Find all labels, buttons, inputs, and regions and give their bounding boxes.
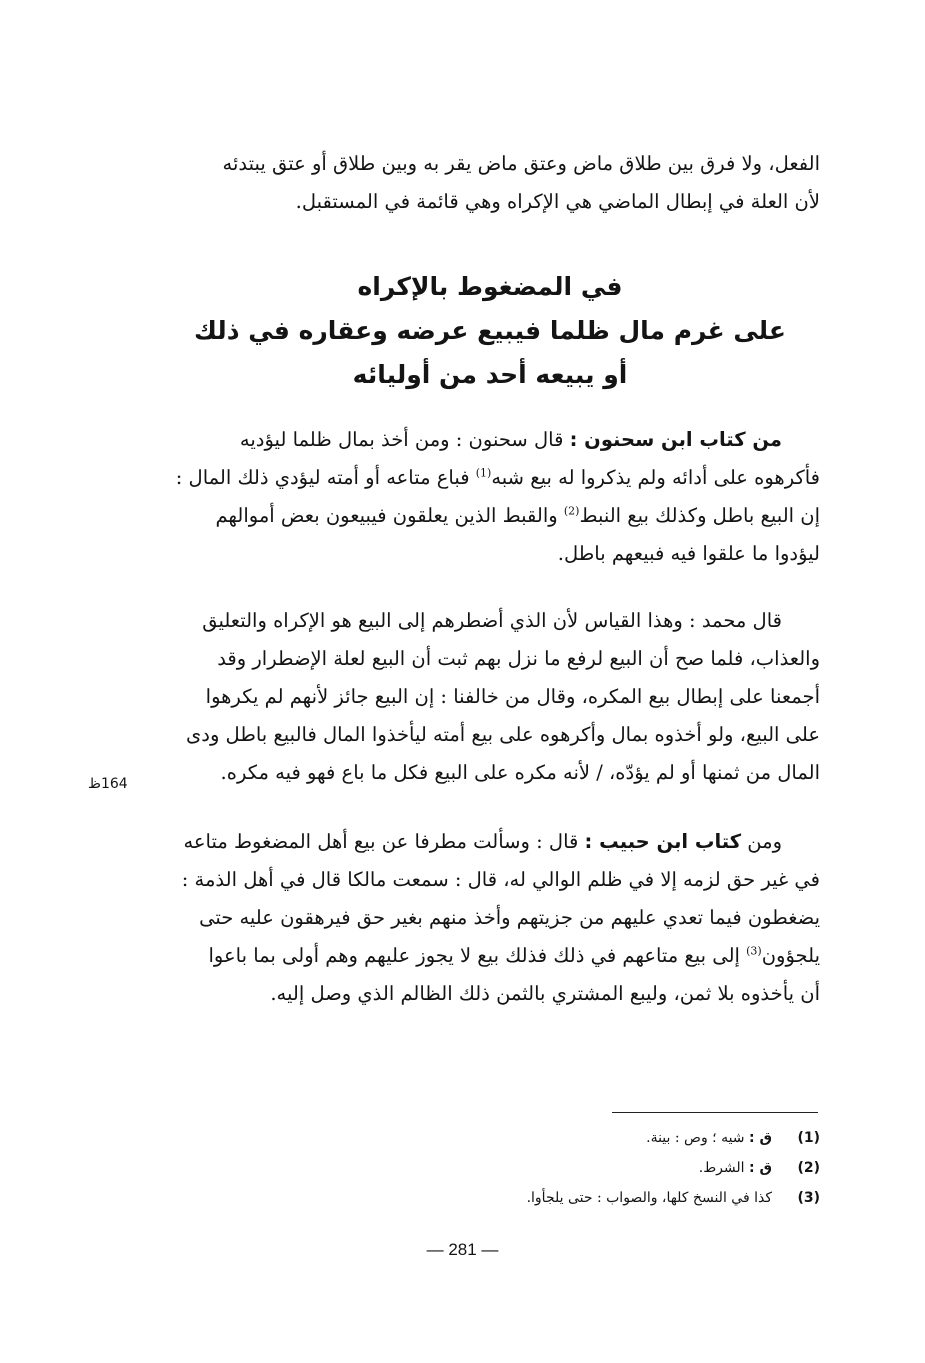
footnote-text: الشرط. [698,1160,749,1176]
text-line: الفعل، ولا فرق بين طلاق ماض وعتق ماض يقر به وبين طلاق أو عتق يبتدئه [222,152,820,175]
text-line: والعذاب، فلما صح أن البيع لرفع ما نزل بهم ثبت أن البيع لعلة الإضطرار وقد [217,647,820,670]
text-line: في غير حق لزمه إلا في ظلم الوالي له، قال : سمعت مالكا قال في أهل الذمة : [181,868,820,891]
paragraph-muhammad [160,602,820,792]
source-citation: من كتاب ابن سحنون : [569,428,782,451]
text-line: لأن العلة في إبطال الماضي هي الإكراه وهي قائمة في المستقبل. [295,190,820,213]
paragraph-ibn-habib [160,823,820,1013]
footnote-ref: (1) [475,466,492,480]
footnote-ref: (3) [746,944,762,958]
text-segment: يلجؤون [761,944,820,967]
text-line [160,421,820,459]
page-number: — 281 — [426,1240,499,1259]
footnote-number: (1) [797,1130,820,1146]
text-segment: إن البيع باطل وكذلك بيع النبط [579,504,820,527]
text-line: قال محمد : وهذا القياس لأن الذي أضطرهم إلى البيع هو الإكراه والتعليق [202,609,782,632]
text-segment: فباع متاعه أو أمته ليؤدي ذلك المال : [175,466,476,489]
text-segment: ومن [741,830,782,853]
text-line: ليؤدوا ما علقوا فيه فبيعهم باطل. [557,542,820,565]
text-line: أن يأخذوه بلا ثمن، وليبع المشتري بالثمن ذلك الظالم الذي وصل إليه. [270,982,820,1005]
margin-folio-note: 164ظ [88,776,128,792]
footnote-number: (2) [797,1160,820,1176]
footnote-ref: (2) [563,504,580,518]
text-line [160,459,820,497]
paragraph-ibn-sahnun [160,421,820,573]
text-line: يضغطون فيما تعدي عليهم من جزيتهم وأخذ منهم بغير حق فيرهقون عليه حتى [199,906,820,929]
text-line [160,937,820,975]
footnote-item [300,1153,820,1183]
footnote-item [300,1183,820,1213]
heading-line: في المضغوط بالإكراه [357,272,623,301]
footnote-source: ق : [749,1130,772,1146]
footnote-text: شيه ؛ وص : بينة. [646,1130,749,1146]
footnote-source: ق : [749,1160,772,1176]
footnote-divider [612,1112,818,1113]
footnote-item [300,1123,820,1153]
intro-paragraph [160,145,820,221]
heading-line: أو يبيعه أحد من أوليائه [352,360,628,389]
text-line: المال من ثمنها أو لم يؤدّه، / لأنه مكره على البيع فكل ما باع فهو فيه مكره. [220,761,820,784]
text-segment: قال : وسألت مطرفا عن بيع أهل المضغوط متاعه [183,830,585,853]
footnote-number: (3) [797,1190,820,1206]
source-citation: كتاب ابن حبيب : [584,830,742,853]
footnotes [300,1123,820,1213]
text-line: على البيع، ولو أخذوه بمال وأكرهوه على بيع أمته ليأخذوا المال فالبيع باطل ودى [186,723,820,746]
footnote-text: كذا في النسخ كلها، والصواب : حتى يلجأوا. [526,1190,772,1206]
text-segment: فأكرهوه على أدائه ولم يذكروا له بيع شبه [491,466,820,489]
text-segment: إلى بيع متاعهم في ذلك فذلك بيع لا يجوز عليهم وهم أولى بما باعوا [208,944,747,967]
text-line: أجمعنا على إبطال بيع المكره، وقال من خالفنا : إن البيع جائز لأنهم لم يكرهوا [205,685,820,708]
text-segment: قال سحنون : ومن أخذ بمال ظلما ليؤديه [239,428,570,451]
text-line [160,497,820,535]
text-line [160,823,820,861]
section-heading [160,265,820,397]
text-segment: والقبط الذين يعلقون فيبيعون بعض أموالهم [215,504,564,527]
heading-line: على غرم مال ظلما فيبيع عرضه وعقاره في ذلك [194,316,786,345]
